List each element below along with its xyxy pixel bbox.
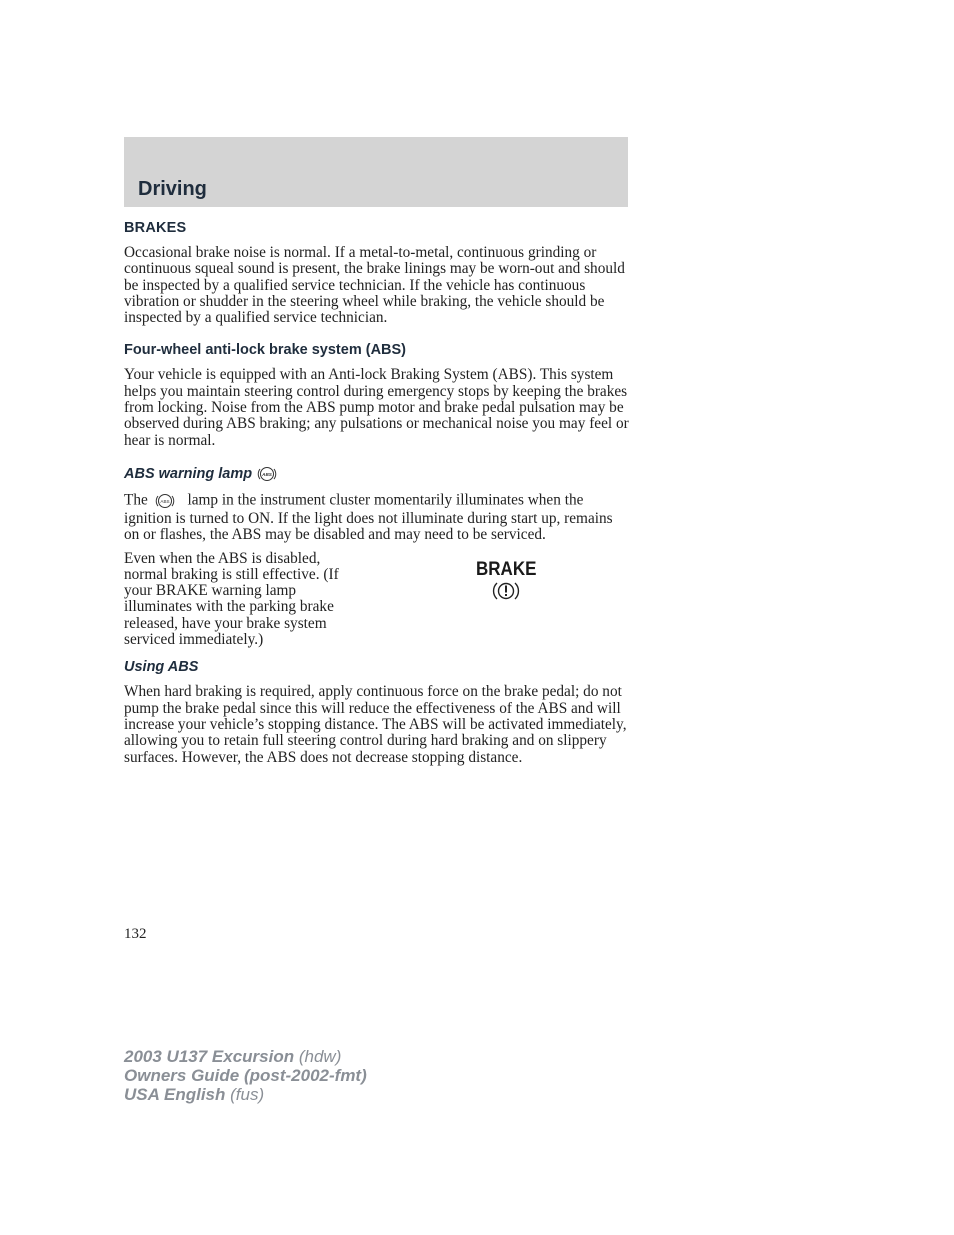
using-abs-paragraph: When hard braking is required, apply continuous force on the brake pedal; do not pump the brake pedal since this will reduce the effectiveness of the ABS and will increase your vehicle’s stopping distance. The ABS will be activated immediately, allowing you to retain full steering control during hard braking and on slippery surfaces. However, the ABS does not decrease stopping distance. [124,683,627,766]
using-abs-heading: Using ABS [124,659,199,676]
footer-line-1: 2003 U137 Excursion (hdw) [124,1047,342,1066]
abs-lamp-text-suffix: lamp in the instrument cluster momentarily illuminates when the ignition is turned to ON. If the light does not illuminate during start up, remains on or flashes, the ABS may be disabled and may need to be serviced. [124,491,613,544]
document-footer [124,1047,367,1104]
svg-text:ABS: ABS [262,471,272,477]
svg-text:ABS: ABS [160,498,170,504]
abs-system-paragraph: Your vehicle is equipped with an Anti-lock Braking System (ABS). This system helps you maintain steering control during emergency stops by keeping the brakes from locking. Noise from the ABS pump motor and brake pedal pulsation may be observed during ABS braking; any pulsations or mechanical noise you may feel or hear is normal. [124,366,629,449]
section-title: Driving [138,178,207,200]
abs-lamp-text-prefix: The [124,491,148,509]
abs-warning-lamp-heading [124,464,630,484]
footer-line-2: Owners Guide (post-2002-fmt) [124,1066,367,1085]
section-header-band [124,137,628,207]
abs-system-heading: Four-wheel anti-lock brake system (ABS) [124,342,407,359]
abs-inline-icon [154,491,176,511]
page-content [124,220,630,766]
abs-warning-lamp-paragraph [124,491,630,544]
brake-warning-block [124,551,630,649]
brake-warning-icon [476,559,536,603]
brake-icon-label: BRAKE [476,557,537,579]
brakes-heading: BRAKES [124,220,187,236]
page-number: 132 [124,926,147,942]
abs-warning-icon [256,464,278,484]
abs-disabled-text: Even when the ABS is disabled, normal braking is still effective. (If your BRAKE warning lamp illuminates with the parking brake released, have your brake system serviced immediately.) [124,549,339,649]
abs-warning-lamp-heading-text: ABS warning lamp [124,465,253,482]
footer-line-3: USA English (fus) [124,1085,265,1104]
brakes-paragraph: Occasional brake noise is normal. If a metal-to-metal, continuous grinding or continuous squeal sound is present, the brake linings may be worn-out and should be inspected by a qualified service technician. If the vehicle has continuous vibration or shudder in the steering wheel while braking, the vehicle should be inspected by a qualified service technician. [124,244,625,327]
abs-disabled-paragraph [124,551,364,649]
